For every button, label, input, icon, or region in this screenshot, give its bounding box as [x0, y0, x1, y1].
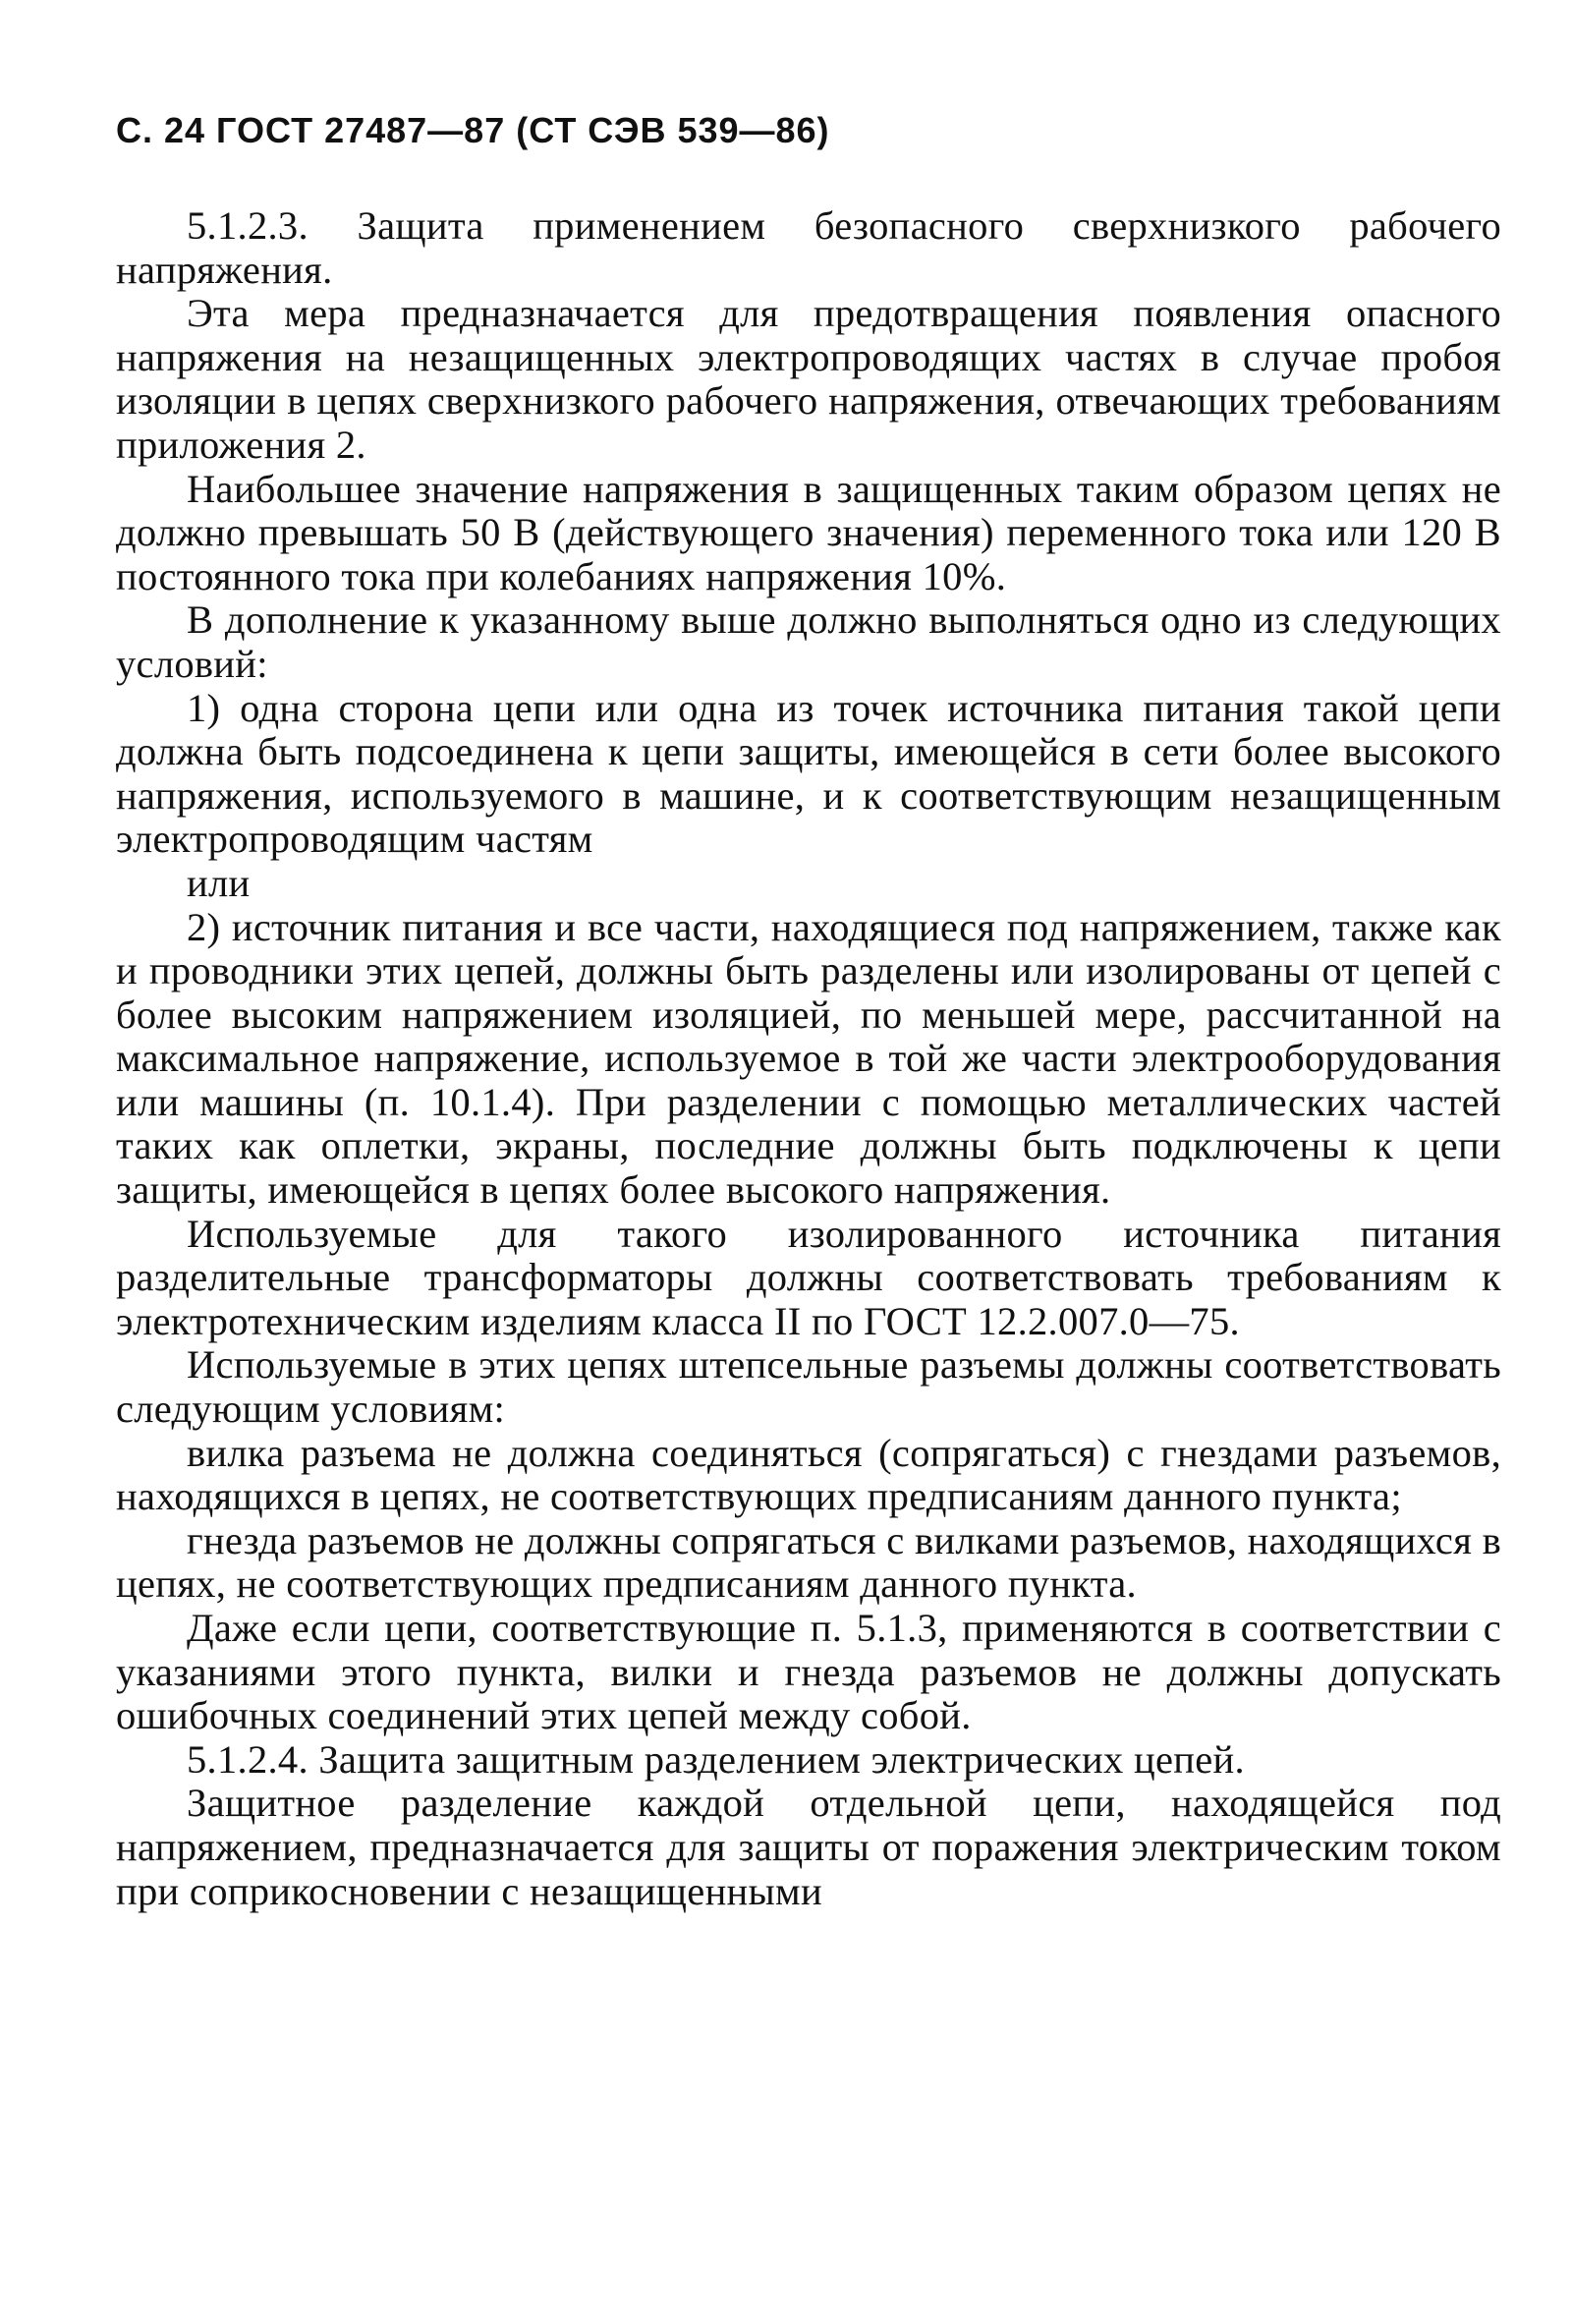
list-item: 2) источник питания и все части, находящиеся под напряжением, также как и проводники этих цепей, должны быть разделены или изолированы от цепей с более высоким напряжением изоляцией, по меньшей мере, рассчитанной на максимальное напряжение, используемое в той же части электрооборудования или машины (п. 10.1.4). При разделении с помощью металлических частей таких как оплетки, экраны, последние должны быть подключены к цепи защиты, имеющейся в цепях более высокого напряжения.: [116, 904, 1501, 1213]
document-body: [116, 204, 1501, 1913]
list-item: 1) одна сторона цепи или одна из точек источника питания такой цепи должна быть подсоединена к цепи защиты, имеющейся в сети более высокого напряжения, используемого в машине, и к соответствующим незащищенным электропроводящим частям: [116, 685, 1501, 862]
paragraph: В дополнение к указанному выше должно выполняться одно из следующих условий:: [116, 597, 1501, 686]
section-heading-5-1-2-4: 5.1.2.4. Защита защитным разделением электрических цепей.: [187, 1736, 1245, 1782]
paragraph: Эта мера предназначается для предотвращения появления опасного напряжения на незащищенных электропроводящих частях в случае пробоя изоляции в цепях сверхнизкого рабочего напряжения, отвечающих требованиям приложения 2.: [116, 291, 1501, 467]
paragraph: Используемые для такого изолированного источника питания разделительные трансформаторы должны соответствовать требованиям к электротехническим изделиям класса II по ГОСТ 12.2.007.0—75.: [116, 1211, 1501, 1343]
paragraph: Защитное разделение каждой отдельной цепи, находящейся под напряжением, предназначается для защиты от поражения электрическим током при соприкосновении с незащищенными: [116, 1781, 1501, 1913]
list-item: вилка разъема не должна соединяться (сопрягаться) с гнездами разъемов, находящихся в цепях, не соответствующих предписаниям данного пункта;: [116, 1430, 1501, 1519]
list-item: гнезда разъемов не должны сопрягаться с вилками разъемов, находящихся в цепях, не соответствующих предписаниям данного пункта.: [116, 1517, 1501, 1607]
page-header: С. 24 ГОСТ 27487—87 (СТ СЭВ 539—86): [116, 110, 830, 150]
paragraph: Наибольшее значение напряжения в защищенных таким образом цепях не должно превышать 50 В (действующего значения) переменного тока или 120 В постоянного тока при колебаниях напряжения 10%.: [116, 466, 1501, 598]
paragraph: Используемые в этих цепях штепсельные разъемы должны соответствовать следующим условиям:: [116, 1342, 1501, 1432]
paragraph: Даже если цепи, соответствующие п. 5.1.3, применяются в соответствии с указаниями этого пункта, вилки и гнезда разъемов не должны допускать ошибочных соединений этих цепей между собой.: [116, 1606, 1501, 1738]
list-connector: или: [187, 860, 251, 905]
section-heading-5-1-2-3: 5.1.2.3. Защита применением безопасного сверхнизкого рабочего напряжения.: [116, 203, 1501, 292]
